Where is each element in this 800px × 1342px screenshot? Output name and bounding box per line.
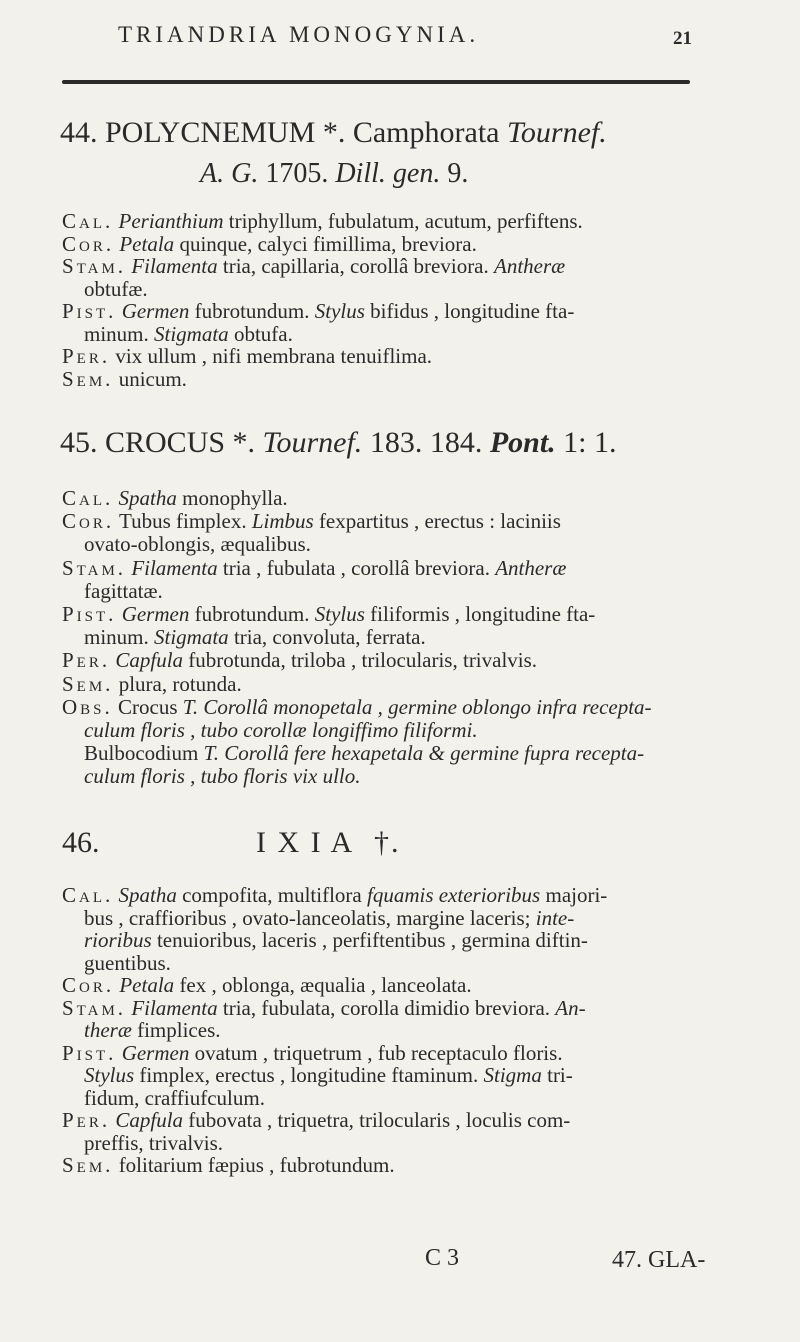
entry-44-key: Cor. — [62, 231, 115, 256]
entry-45-line — [84, 766, 361, 787]
entry-46-line — [84, 930, 588, 951]
entry-46-t2: fimplices. — [137, 1018, 221, 1042]
entry-44-t1: unicum. — [118, 366, 187, 391]
entry-44-line — [62, 346, 432, 367]
entry-45-line — [62, 555, 567, 580]
entry-46-line — [84, 1020, 221, 1041]
entry-44-key: Pist. — [62, 299, 117, 323]
entry-46-line — [84, 905, 575, 930]
entry-45-key: Per. — [62, 648, 111, 673]
entry-45-it2: T. Corollâ fere hexapetala & germine fupra recepta- — [203, 741, 645, 766]
entry-46-t1: fubovata , triquetra, trilocularis , loculis com- — [188, 1108, 571, 1132]
entry-45-it1: Filamenta — [131, 555, 218, 580]
entry-45-t2: fexpartitus , erectus : laciniis — [318, 509, 561, 534]
entry-44-it1: Petala — [119, 231, 175, 256]
entry-45-it2: Antheræ — [495, 555, 567, 580]
entry-45-it2: Stylus — [314, 602, 365, 626]
entry-46-it1: Spatha — [118, 883, 177, 907]
entry-45-line — [84, 534, 311, 555]
entry-45-it2: Stigmata — [154, 625, 229, 650]
entry-45-t1: plura, rotunda. — [118, 671, 242, 696]
entry-46-t1: bus , craffioribus , ovato-lanceolatis, margine laceris; — [84, 905, 531, 930]
entry-46-it1: Capfula — [115, 1108, 184, 1132]
entry-44-line — [62, 256, 565, 277]
entry-46-it2: fquamis exterioribus — [366, 883, 541, 907]
entry-46-it2: Stylus — [84, 1063, 135, 1087]
entry-46-title: I X I A †. — [256, 826, 401, 859]
entry-46-t1: fex , oblonga, æqualia , lanceolata. — [179, 973, 472, 997]
entry-45-t1: fubrotunda, triloba , trilocularis, trivalvis. — [188, 648, 538, 673]
entry-44-t1: tria, capillaria, corollâ breviora. — [222, 254, 489, 278]
entry-44-line — [84, 276, 148, 301]
entry-44-it2: Stylus — [314, 299, 365, 323]
entry-46-line — [62, 1040, 563, 1065]
entry-44-t1: minum. — [84, 321, 149, 346]
entry-44-line — [62, 301, 574, 322]
page-number: 21 — [673, 28, 692, 49]
entry-45-line — [62, 511, 561, 532]
entry-44-key: Cal. — [62, 209, 114, 233]
entry-44-it1: Germen — [121, 299, 190, 323]
entry-45-t1: monophylla. — [182, 486, 288, 510]
entry-45-it1: Spatha — [118, 486, 177, 510]
entry-44-it2: Stigmata — [154, 321, 229, 346]
entry-45-line — [62, 650, 537, 671]
entry-46-t1: ovatum , triquetrum , fub receptaculo floris. — [194, 1040, 563, 1065]
entry-44-line — [62, 366, 187, 391]
entry-46-line — [84, 950, 171, 975]
entry-44-it1: Perianthium — [118, 209, 224, 233]
entry-45-t1: tria , fubulata , corollâ breviora. — [222, 555, 490, 580]
entry-45-line — [84, 743, 644, 764]
entry-45-key: Pist. — [62, 602, 117, 626]
entry-46-it2: inte- — [535, 905, 575, 930]
entry-44-t1: quinque, calyci fimillima, breviora. — [179, 231, 477, 256]
running-head: TRIANDRIA MONOGYNIA. — [118, 22, 480, 47]
entry-46-line — [84, 1085, 265, 1110]
entry-45-it1: Germen — [121, 602, 190, 626]
entry-46-t2: majori- — [545, 883, 608, 907]
entry-45-t1: minum. — [84, 625, 149, 650]
entry-46-key: Pist. — [62, 1040, 117, 1065]
entry-45-t1: Bulbocodium — [84, 741, 199, 766]
entry-45-it1: Capfula — [115, 648, 184, 673]
entry-45-it2: Limbus — [251, 509, 314, 534]
entry-45-line — [84, 720, 478, 741]
entry-46-t3: tri- — [547, 1063, 573, 1087]
entry-46-it3: Stigma — [483, 1063, 542, 1087]
entry-46-line — [84, 1130, 224, 1155]
entry-46-t1: guentibus. — [84, 950, 171, 975]
entry-45-key: Cal. — [62, 486, 114, 510]
entry-45-it2: culum floris , tubo floris vix ullo. — [84, 764, 361, 789]
entry-45-title: 45. CROCUS *. Tournef. 183. 184. Pont. 1: 1. — [60, 426, 617, 459]
entry-46-it1: Filamenta — [131, 995, 218, 1020]
entry-46-line — [62, 995, 586, 1020]
entry-46-t1: tria, fubulata, corolla dimidio breviora. — [222, 995, 551, 1020]
entry-45-t1: fagittatæ. — [84, 578, 163, 603]
entry-44-key: Sem. — [62, 366, 114, 391]
entry-44-line — [84, 321, 293, 346]
entry-45-key: Sem. — [62, 671, 114, 696]
entry-46-key: Sem. — [62, 1153, 114, 1177]
entry-46-t1: compofita, multiflora — [182, 883, 362, 907]
entry-46-line — [62, 1110, 570, 1131]
entry-46-line — [62, 885, 607, 906]
entry-44-subtitle: A. G. 1705. Dill. gen. 9. — [200, 158, 469, 189]
signature-mark: C 3 — [425, 1245, 460, 1271]
entry-46-t2: fimplex, erectus , longitudine ftaminum. — [139, 1063, 479, 1087]
entry-45-line — [62, 694, 652, 719]
entry-46-it2: theræ — [84, 1018, 132, 1042]
entry-46-t1: preffis, trivalvis. — [84, 1130, 224, 1155]
entry-45-it2: T. Corollâ monopetala , germine oblongo infra recepta- — [182, 694, 652, 719]
entry-46-it2: An- — [555, 995, 586, 1020]
entry-46-key: Per. — [62, 1108, 111, 1132]
entry-44-t2: obtufa. — [233, 321, 293, 346]
entry-45-it2: culum floris , tubo corollæ longiffimo filiformi. — [84, 718, 478, 742]
entry-45-line — [62, 604, 595, 625]
entry-45-line — [84, 578, 163, 603]
entry-46-key: Cal. — [62, 883, 114, 907]
entry-45-line — [62, 671, 242, 696]
entry-44-key: Stam. — [62, 254, 127, 278]
entry-46-t1: fidum, craffiufculum. — [84, 1085, 265, 1110]
entry-46-number: 46. — [62, 826, 100, 859]
header-rule — [62, 80, 690, 84]
catchword: 47. GLA- — [612, 1247, 706, 1273]
entry-46-key: Stam. — [62, 995, 127, 1020]
entry-45-t1: ovato-oblongis, æqualibus. — [84, 532, 311, 557]
entry-46-it2: rioribus — [84, 928, 152, 952]
entry-44-t1: fubrotundum. — [194, 299, 310, 323]
entry-45-t1: fubrotundum. — [194, 602, 310, 626]
entry-45-key: Obs. — [62, 694, 113, 719]
entry-44-it1: Filamenta — [131, 254, 218, 278]
entry-46-it1: Petala — [119, 973, 175, 997]
entry-44-t1: obtufæ. — [84, 276, 148, 301]
entry-45-t1: Crocus — [118, 694, 178, 719]
entry-44-line — [62, 231, 477, 256]
entry-45-line — [84, 627, 426, 648]
entry-45-key: Cor. — [62, 509, 115, 534]
entry-45-t2: tria, convoluta, ferrata. — [233, 625, 426, 650]
entry-45-t2: filiformis , longitudine fta- — [370, 602, 596, 626]
entry-46-t1: folitarium fæpius , fubrotundum. — [118, 1153, 395, 1177]
entry-44-t1: vix ullum , nifi membrana tenuiflima. — [115, 344, 433, 368]
entry-44-t2: bifidus , longitudine fta- — [370, 299, 575, 323]
entry-46-line — [62, 975, 472, 996]
entry-45-line — [62, 488, 288, 509]
entry-46-it1: Germen — [121, 1040, 190, 1065]
entry-44-key: Per. — [62, 344, 111, 368]
entry-45-t1: Tubus fimplex. — [118, 509, 247, 534]
entry-44-it2: Antheræ — [494, 254, 566, 278]
entry-45-key: Stam. — [62, 555, 127, 580]
entry-44-line — [62, 211, 583, 232]
entry-44-t1: triphyllum, fubulatum, acutum, perfiftens. — [228, 209, 583, 233]
entry-46-key: Cor. — [62, 973, 115, 997]
entry-46-t2: tenuioribus, laceris , perfiftentibus , germina diftin- — [156, 928, 588, 952]
entry-44-title: 44. POLYCNEMUM *. Camphorata Tournef. — [60, 116, 607, 149]
entry-46-line — [62, 1155, 395, 1176]
entry-46-line — [84, 1065, 573, 1086]
